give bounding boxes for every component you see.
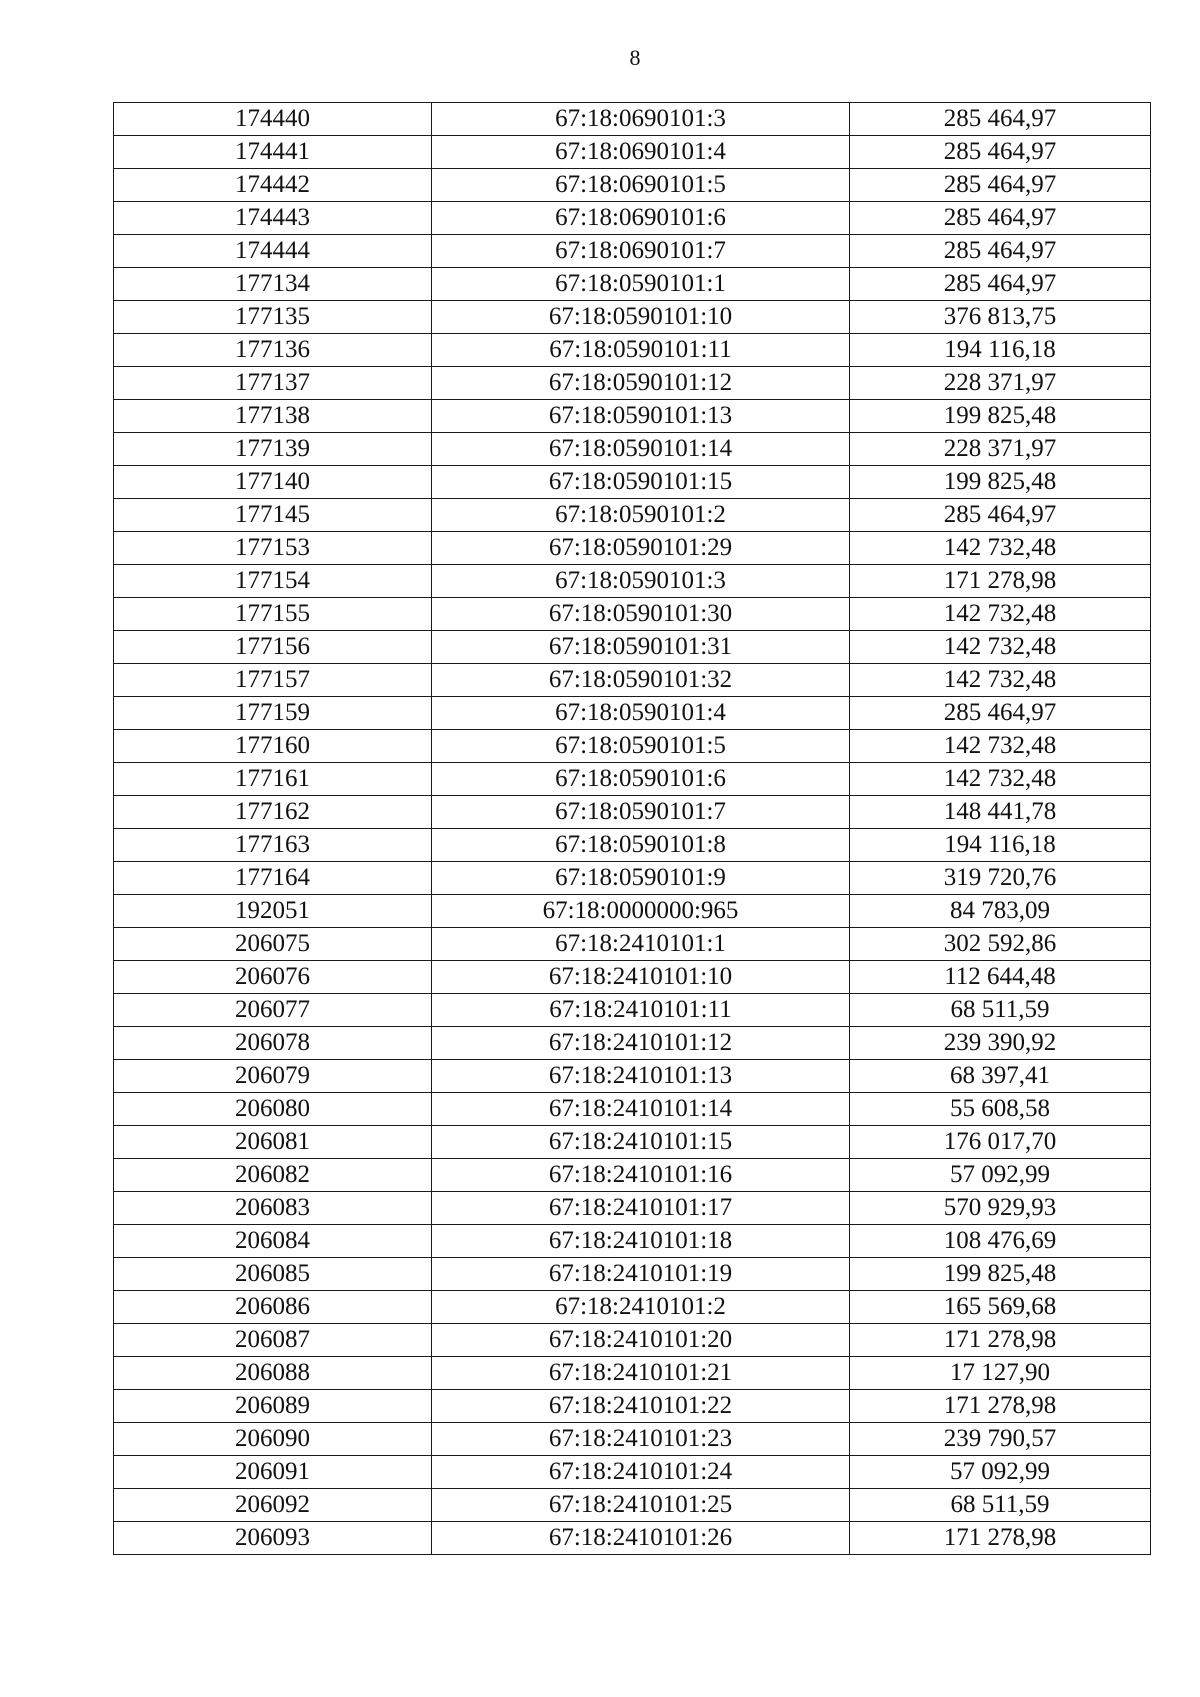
- table-row: [114, 862, 1151, 895]
- row-id-cell: 177138: [114, 400, 432, 433]
- cadastral-number-cell: 67:18:0590101:5: [432, 730, 850, 763]
- row-id-cell: 177164: [114, 862, 432, 895]
- value-cell: 228 371,97: [850, 433, 1151, 466]
- table-body: [114, 103, 1151, 1555]
- value-cell: 165 569,68: [850, 1291, 1151, 1324]
- value-cell: 142 732,48: [850, 532, 1151, 565]
- table-row: [114, 1489, 1151, 1522]
- value-cell: 171 278,98: [850, 565, 1151, 598]
- row-id-cell: 206086: [114, 1291, 432, 1324]
- row-id-cell: 206075: [114, 928, 432, 961]
- cadastral-number-cell: 67:18:0590101:10: [432, 301, 850, 334]
- cadastral-number-cell: 67:18:0590101:7: [432, 796, 850, 829]
- row-id-cell: 206078: [114, 1027, 432, 1060]
- value-cell: 199 825,48: [850, 1258, 1151, 1291]
- table-row: [114, 268, 1151, 301]
- cadastral-number-cell: 67:18:2410101:14: [432, 1093, 850, 1126]
- value-cell: 57 092,99: [850, 1159, 1151, 1192]
- table-row: [114, 169, 1151, 202]
- row-id-cell: 177154: [114, 565, 432, 598]
- cadastral-number-cell: 67:18:0690101:4: [432, 136, 850, 169]
- cadastral-number-cell: 67:18:2410101:15: [432, 1126, 850, 1159]
- cadastral-number-cell: 67:18:0590101:4: [432, 697, 850, 730]
- value-cell: 68 511,59: [850, 1489, 1151, 1522]
- row-id-cell: 177137: [114, 367, 432, 400]
- cadastral-number-cell: 67:18:0590101:32: [432, 664, 850, 697]
- table-row: [114, 1456, 1151, 1489]
- table-row: [114, 631, 1151, 664]
- row-id-cell: 177163: [114, 829, 432, 862]
- row-id-cell: 206079: [114, 1060, 432, 1093]
- value-cell: 285 464,97: [850, 202, 1151, 235]
- table-row: [114, 499, 1151, 532]
- cadastral-number-cell: 67:18:2410101:2: [432, 1291, 850, 1324]
- row-id-cell: 177153: [114, 532, 432, 565]
- table-row: [114, 367, 1151, 400]
- value-cell: 142 732,48: [850, 664, 1151, 697]
- cadastral-number-cell: 67:18:0590101:3: [432, 565, 850, 598]
- table-row: [114, 136, 1151, 169]
- row-id-cell: 177162: [114, 796, 432, 829]
- row-id-cell: 177155: [114, 598, 432, 631]
- table-row: [114, 235, 1151, 268]
- table-row: [114, 895, 1151, 928]
- row-id-cell: 177156: [114, 631, 432, 664]
- cadastral-number-cell: 67:18:2410101:17: [432, 1192, 850, 1225]
- table-row: [114, 1225, 1151, 1258]
- table-row: [114, 565, 1151, 598]
- row-id-cell: 177159: [114, 697, 432, 730]
- cadastral-number-cell: 67:18:2410101:13: [432, 1060, 850, 1093]
- table-row: [114, 1027, 1151, 1060]
- table-row: [114, 334, 1151, 367]
- cadastral-number-cell: 67:18:0590101:6: [432, 763, 850, 796]
- cadastral-number-cell: 67:18:0590101:12: [432, 367, 850, 400]
- table-row: [114, 1192, 1151, 1225]
- row-id-cell: 206080: [114, 1093, 432, 1126]
- cadastral-number-cell: 67:18:2410101:12: [432, 1027, 850, 1060]
- table-row: [114, 103, 1151, 136]
- row-id-cell: 177160: [114, 730, 432, 763]
- cadastral-number-cell: 67:18:0590101:15: [432, 466, 850, 499]
- table-row: [114, 466, 1151, 499]
- value-cell: 194 116,18: [850, 334, 1151, 367]
- cadastral-number-cell: 67:18:0690101:6: [432, 202, 850, 235]
- row-id-cell: 177136: [114, 334, 432, 367]
- cadastral-number-cell: 67:18:2410101:24: [432, 1456, 850, 1489]
- page-number: 8: [629, 45, 641, 70]
- cadastral-number-cell: 67:18:0590101:8: [432, 829, 850, 862]
- row-id-cell: 206090: [114, 1423, 432, 1456]
- row-id-cell: 206077: [114, 994, 432, 1027]
- row-id-cell: 174441: [114, 136, 432, 169]
- value-cell: 84 783,09: [850, 895, 1151, 928]
- cadastral-number-cell: 67:18:2410101:25: [432, 1489, 850, 1522]
- cadastral-number-cell: 67:18:0690101:3: [432, 103, 850, 136]
- table-row: [114, 664, 1151, 697]
- table-row: [114, 433, 1151, 466]
- value-cell: 285 464,97: [850, 499, 1151, 532]
- value-cell: 142 732,48: [850, 598, 1151, 631]
- value-cell: 142 732,48: [850, 763, 1151, 796]
- row-id-cell: 192051: [114, 895, 432, 928]
- table-row: [114, 796, 1151, 829]
- cadastral-number-cell: 67:18:2410101:18: [432, 1225, 850, 1258]
- cadastral-number-cell: 67:18:0590101:11: [432, 334, 850, 367]
- value-cell: 239 790,57: [850, 1423, 1151, 1456]
- cadastral-number-cell: 67:18:0590101:31: [432, 631, 850, 664]
- cadastral-number-cell: 67:18:0590101:2: [432, 499, 850, 532]
- value-cell: 302 592,86: [850, 928, 1151, 961]
- value-cell: 108 476,69: [850, 1225, 1151, 1258]
- cadastral-number-cell: 67:18:2410101:21: [432, 1357, 850, 1390]
- data-table: [113, 102, 1151, 1555]
- row-id-cell: 174442: [114, 169, 432, 202]
- table-row: [114, 730, 1151, 763]
- value-cell: 376 813,75: [850, 301, 1151, 334]
- row-id-cell: 177161: [114, 763, 432, 796]
- value-cell: 285 464,97: [850, 169, 1151, 202]
- value-cell: 319 720,76: [850, 862, 1151, 895]
- value-cell: 171 278,98: [850, 1522, 1151, 1555]
- value-cell: 285 464,97: [850, 136, 1151, 169]
- row-id-cell: 206087: [114, 1324, 432, 1357]
- table-row: [114, 202, 1151, 235]
- cadastral-number-cell: 67:18:2410101:11: [432, 994, 850, 1027]
- row-id-cell: 177145: [114, 499, 432, 532]
- cadastral-number-cell: 67:18:0690101:5: [432, 169, 850, 202]
- value-cell: 55 608,58: [850, 1093, 1151, 1126]
- table-row: [114, 1522, 1151, 1555]
- cadastral-number-cell: 67:18:2410101:1: [432, 928, 850, 961]
- value-cell: 239 390,92: [850, 1027, 1151, 1060]
- cadastral-number-cell: 67:18:0590101:1: [432, 268, 850, 301]
- row-id-cell: 206082: [114, 1159, 432, 1192]
- value-cell: 142 732,48: [850, 631, 1151, 664]
- value-cell: 570 929,93: [850, 1192, 1151, 1225]
- table-row: [114, 1357, 1151, 1390]
- row-id-cell: 206089: [114, 1390, 432, 1423]
- cadastral-number-cell: 67:18:2410101:10: [432, 961, 850, 994]
- cadastral-number-cell: 67:18:0590101:30: [432, 598, 850, 631]
- value-cell: 199 825,48: [850, 400, 1151, 433]
- row-id-cell: 177140: [114, 466, 432, 499]
- value-cell: 176 017,70: [850, 1126, 1151, 1159]
- table-row: [114, 829, 1151, 862]
- value-cell: 285 464,97: [850, 103, 1151, 136]
- row-id-cell: 174443: [114, 202, 432, 235]
- table-row: [114, 928, 1151, 961]
- value-cell: 17 127,90: [850, 1357, 1151, 1390]
- row-id-cell: 206091: [114, 1456, 432, 1489]
- cadastral-number-cell: 67:18:0590101:14: [432, 433, 850, 466]
- table-row: [114, 1159, 1151, 1192]
- value-cell: 228 371,97: [850, 367, 1151, 400]
- row-id-cell: 177157: [114, 664, 432, 697]
- row-id-cell: 206088: [114, 1357, 432, 1390]
- table-row: [114, 1126, 1151, 1159]
- value-cell: 171 278,98: [850, 1324, 1151, 1357]
- table-row: [114, 1423, 1151, 1456]
- table-row: [114, 1324, 1151, 1357]
- row-id-cell: 206083: [114, 1192, 432, 1225]
- table-row: [114, 697, 1151, 730]
- value-cell: 199 825,48: [850, 466, 1151, 499]
- value-cell: 68 511,59: [850, 994, 1151, 1027]
- row-id-cell: 206093: [114, 1522, 432, 1555]
- cadastral-number-cell: 67:18:2410101:19: [432, 1258, 850, 1291]
- table-row: [114, 1258, 1151, 1291]
- row-id-cell: 206081: [114, 1126, 432, 1159]
- cadastral-number-cell: 67:18:2410101:20: [432, 1324, 850, 1357]
- table-row: [114, 961, 1151, 994]
- table-row: [114, 1291, 1151, 1324]
- cadastral-number-cell: 67:18:0690101:7: [432, 235, 850, 268]
- cadastral-number-cell: 67:18:0590101:29: [432, 532, 850, 565]
- row-id-cell: 177134: [114, 268, 432, 301]
- value-cell: 148 441,78: [850, 796, 1151, 829]
- cadastral-number-cell: 67:18:2410101:23: [432, 1423, 850, 1456]
- value-cell: 142 732,48: [850, 730, 1151, 763]
- table-row: [114, 1093, 1151, 1126]
- cadastral-number-cell: 67:18:0000000:965: [432, 895, 850, 928]
- value-cell: 285 464,97: [850, 697, 1151, 730]
- table-row: [114, 1390, 1151, 1423]
- table-row: [114, 994, 1151, 1027]
- cadastral-number-cell: 67:18:2410101:22: [432, 1390, 850, 1423]
- value-cell: 285 464,97: [850, 268, 1151, 301]
- table-row: [114, 301, 1151, 334]
- row-id-cell: 174444: [114, 235, 432, 268]
- value-cell: 285 464,97: [850, 235, 1151, 268]
- row-id-cell: 206085: [114, 1258, 432, 1291]
- row-id-cell: 177135: [114, 301, 432, 334]
- table-row: [114, 763, 1151, 796]
- row-id-cell: 206092: [114, 1489, 432, 1522]
- value-cell: 68 397,41: [850, 1060, 1151, 1093]
- value-cell: 194 116,18: [850, 829, 1151, 862]
- cadastral-number-cell: 67:18:0590101:13: [432, 400, 850, 433]
- cadastral-number-cell: 67:18:2410101:26: [432, 1522, 850, 1555]
- value-cell: 57 092,99: [850, 1456, 1151, 1489]
- table-row: [114, 532, 1151, 565]
- table-row: [114, 1060, 1151, 1093]
- value-cell: 112 644,48: [850, 961, 1151, 994]
- table-row: [114, 598, 1151, 631]
- table-row: [114, 400, 1151, 433]
- row-id-cell: 206076: [114, 961, 432, 994]
- row-id-cell: 206084: [114, 1225, 432, 1258]
- cadastral-number-cell: 67:18:0590101:9: [432, 862, 850, 895]
- value-cell: 171 278,98: [850, 1390, 1151, 1423]
- row-id-cell: 174440: [114, 103, 432, 136]
- row-id-cell: 177139: [114, 433, 432, 466]
- cadastral-number-cell: 67:18:2410101:16: [432, 1159, 850, 1192]
